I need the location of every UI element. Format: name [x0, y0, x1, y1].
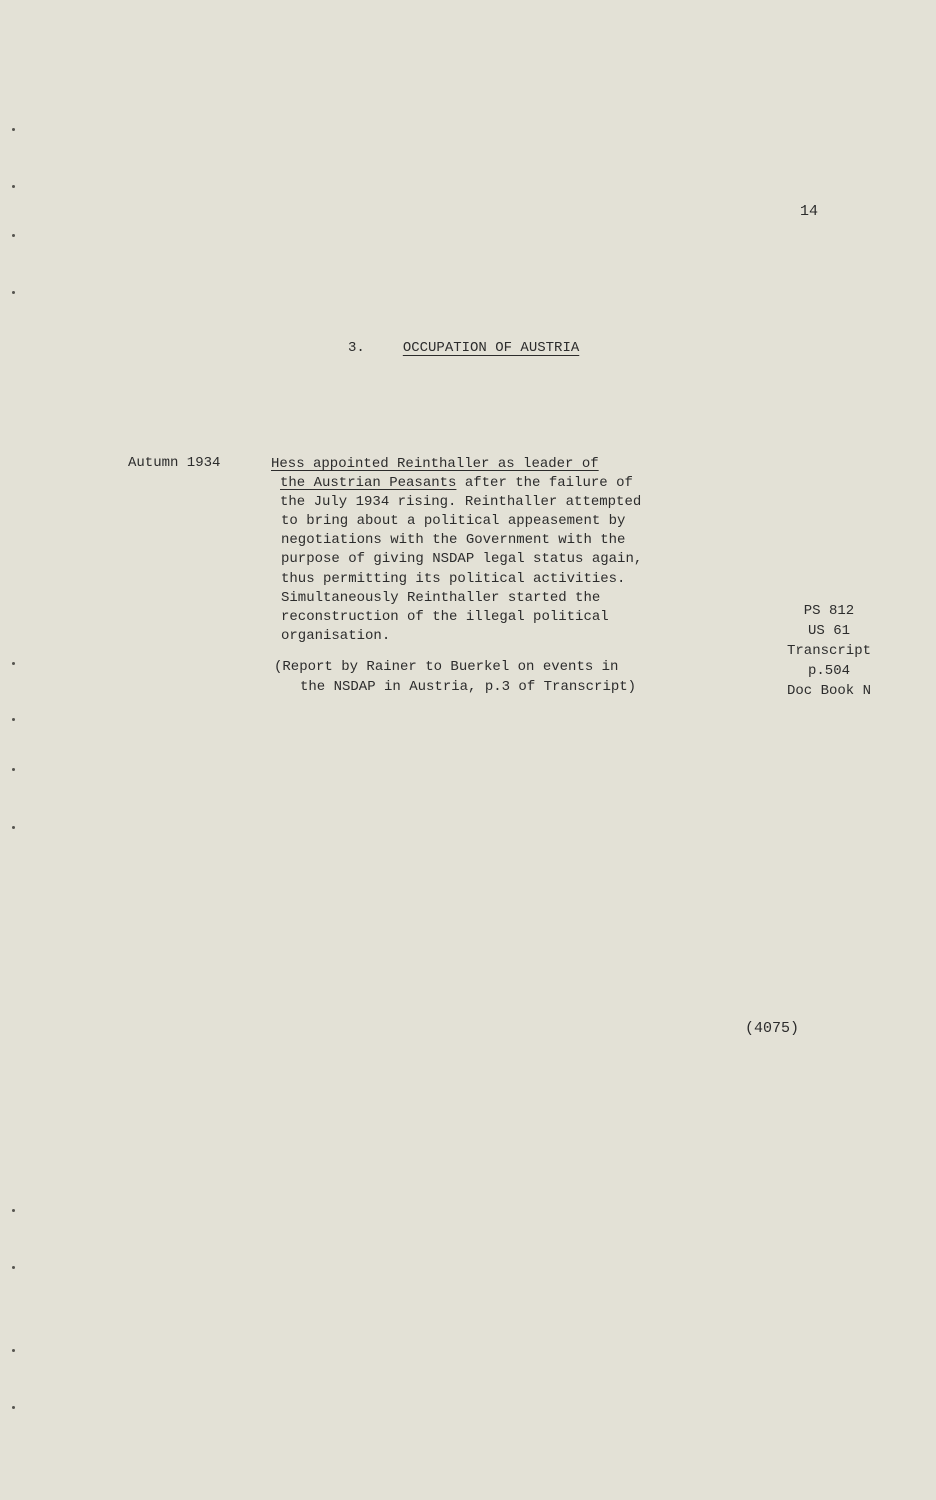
entry-line: Simultaneously Reinthaller started the: [281, 589, 601, 606]
entry-line-underlined: the Austrian Peasants: [280, 475, 457, 492]
entry-line: [271, 474, 731, 493]
entry-line: Hess appointed Reinthaller as leader of: [271, 456, 599, 472]
punch-mark: [12, 1349, 15, 1352]
margin-reference-line: Doc Book N: [786, 683, 871, 699]
margin-reference-line: PS 812: [803, 603, 855, 619]
citation-line: the NSDAP in Austria, p.3 of Transcript): [300, 679, 637, 695]
entry-line: thus permitting its political activities.: [281, 570, 626, 587]
page-number: 14: [800, 203, 819, 220]
punch-mark: [12, 234, 15, 237]
entry-line: purpose of giving NSDAP legal status again,: [281, 551, 643, 568]
citation-line: (Report by Rainer to Buerkel on events in: [274, 659, 619, 675]
punch-mark: [12, 662, 15, 665]
entry-line: the July 1934 rising. Reinthaller attempted: [280, 494, 642, 511]
section-heading: [348, 340, 579, 356]
punch-mark: [12, 291, 15, 294]
entry-line: negotiations with the Government with the: [281, 532, 626, 549]
punch-mark: [12, 768, 15, 771]
document-number: (4075): [745, 1020, 800, 1037]
punch-mark: [12, 1406, 15, 1409]
section-title: OCCUPATION OF AUSTRIA: [402, 340, 580, 356]
punch-mark: [12, 718, 15, 721]
punch-mark: [12, 185, 15, 188]
punch-mark: [12, 826, 15, 829]
entry-line: reconstruction of the illegal political: [281, 608, 609, 625]
entry-body: [271, 455, 731, 646]
margin-reference: [770, 601, 888, 701]
punch-mark: [12, 1266, 15, 1269]
entry-line: organisation.: [281, 627, 391, 644]
punch-mark: [12, 128, 15, 131]
margin-reference-line: Transcript: [786, 643, 871, 659]
entry-line-rest: after the failure of: [456, 475, 633, 492]
margin-reference-line: p.504: [807, 663, 850, 679]
punch-mark: [12, 1209, 15, 1212]
entry-date: Autumn 1934: [128, 455, 221, 471]
entry-line: to bring about a political appeasement by: [281, 513, 626, 530]
section-number: 3.: [348, 340, 365, 356]
citation: [274, 657, 636, 697]
margin-reference-line: US 61: [807, 623, 850, 639]
